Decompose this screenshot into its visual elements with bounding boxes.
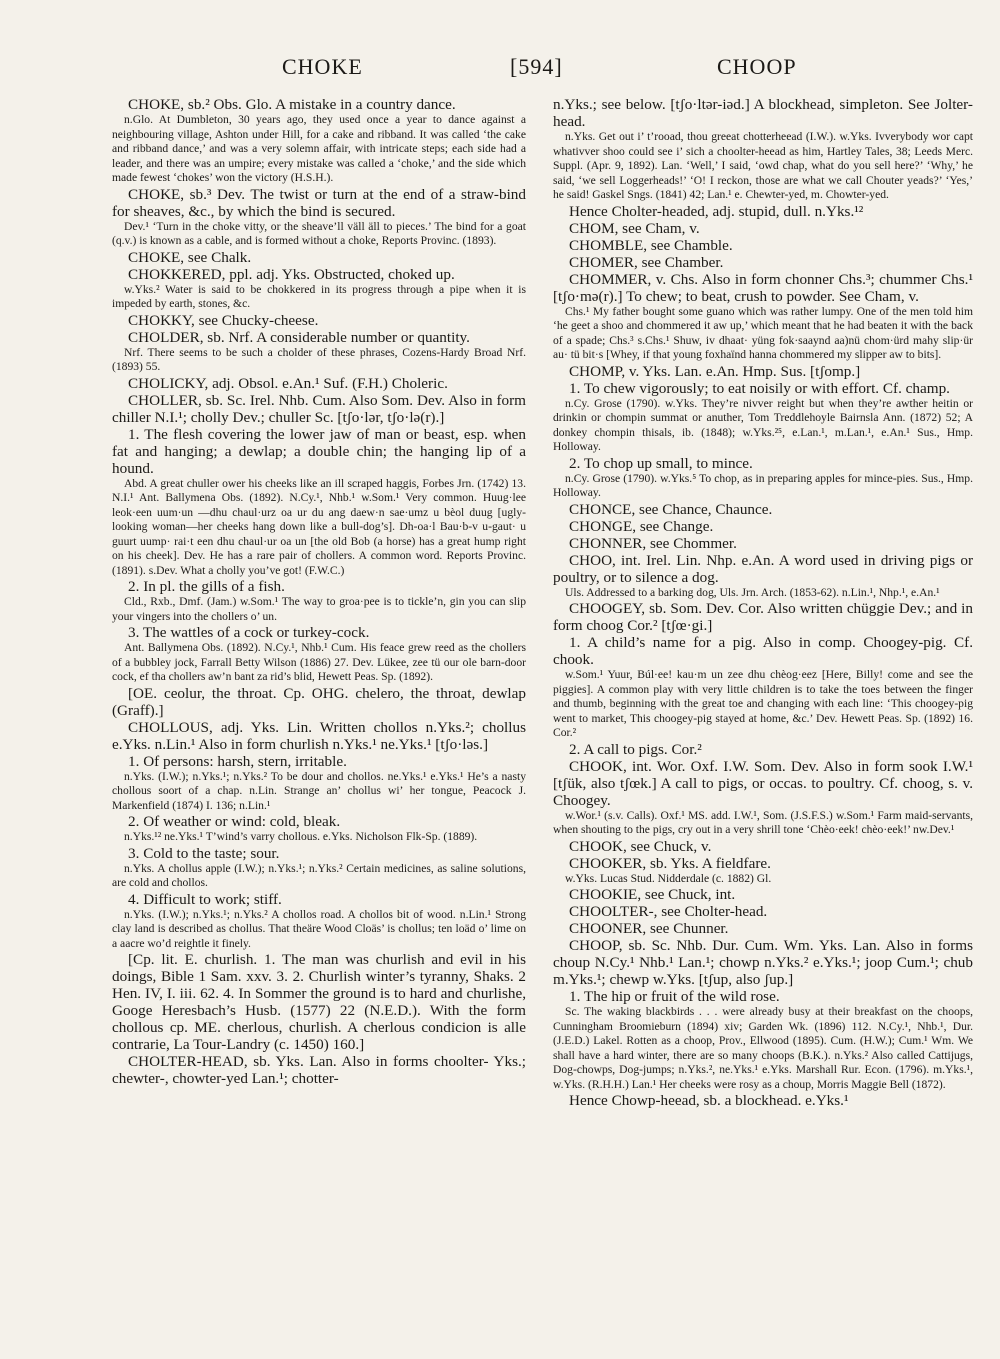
entry-paragraph: CHOOKIE, see Chuck, int.: [569, 886, 736, 903]
entry-paragraph: 1. The flesh covering the lower jaw of man or beast, esp. when fat and hanging; a dewlap; a double chin; the hanging lip of a hound.: [112, 425, 526, 477]
citation-paragraph: Nrf. There seems to be such a cholder of these phrases, Cozens-Hardy Broad Nrf. (1893) 55.: [112, 345, 526, 373]
citation-paragraph: Cld., Rxb., Dmf. (Jam.) w.Som.¹ The way to groa·pee is to tickle’n, gin you can slip your vingers into the chollers o’ un.: [112, 595, 526, 623]
entry-paragraph: CHOLLER, sb. Sc. Irel. Nhb. Cum. Also Som. Dev. Also in form chiller N.I.¹; cholly Dev.; chuller Sc. [tʃo·lər, tʃo·lə(r).]: [112, 391, 526, 426]
citation-paragraph: Ant. Ballymena Obs. (1892). N.Cy.¹, Nhb.¹ Cum. His feace grew reed as the chollers of a bubbley jock, Farrall Betty Wilson (1886) 27. Dev. Lükee, zee tü our ole barn-door cock, ef tha chollers aw’n bant za rid’s blid, Hewett Peas. Sp. (1892).: [112, 641, 526, 683]
entry-paragraph: CHOMMER, v. Chs. Also in form chonner Chs.³; chummer Chs.¹ [tʃo·mə(r).] To chew; to beat, crush to powder. See Cham, v.: [553, 270, 973, 305]
citation-paragraph: Sc. The waking blackbirds . . . were already busy at their breakfast on the choops, Cunningham Broomieburn (1894) xiv; Garden Wk. (1896) 112. N.Cy.¹, Nhb.¹, Dur. (J.E.D.) Lakel. Rotten as a choop, Prov., Ellwood (1895). Cum. (H.W.); Cum.¹ Wm. We shall have a hard winter, there are so many choops (B.K.). n.Yks.² Also called Cattijugs, Dog-chowps, Dog-jumps; n.Yks.², ne.Yks.¹ e.Yks. Marshall Rur. Econ. (1796). m.Yks.¹, w.Yks. (R.H.H.) Lan.¹ Her cheeks were rosy as a choup, Morris Maggie Bell (1872).: [553, 1005, 973, 1091]
entry-paragraph: CHOKKERED, ppl. adj. Yks. Obstructed, choked up.: [128, 265, 455, 283]
citation-paragraph: w.Som.¹ Yuur, Búl·ee! kau·m un zee dhu chèog·eez [Here, Billy! come and see the piggies]. A common play with very little children is to take the toes between the finger and thumb, beginning with the great toe and changing with each line: ‘This choogey-pig went to market, This choogey-pig stayed at home, &c.’ Dev. Hewett Peas. Sp. (1892) 16. Cor.²: [553, 668, 973, 739]
citation-paragraph: n.Cy. Grose (1790). w.Yks. They’re nivver reight but when they’re awther heitin or drinkin or chompin summat or anuther, Tom Treddlehoyle Bairnsla Ann. (1872) 52; A donkey chompin thisals, ib. (1848); w.Yks.²⁵, e.Lan.¹, m.Lan.¹, e.An.¹ Sus., Hmp. Holloway.: [553, 396, 973, 453]
entry-paragraph: 4. Difficult to work; stiff.: [128, 890, 282, 908]
entry-paragraph: 2. Of weather or wind: cold, bleak.: [128, 813, 341, 830]
page-number: [594]: [510, 54, 563, 79]
entry-paragraph: [OE. ceolur, the throat. Cp. OHG. chelero, the throat, dewlap (Graff).]: [112, 684, 526, 719]
entry-paragraph: CHONGE, see Change.: [569, 517, 714, 535]
citation-paragraph: Dev.¹ ‘Turn in the choke vitty, or the sheave’ll väll äll to pieces.’ The bind for a goat (q.v.) is known as a cable, and is formed without a choke, Reports Provinc. (1893).: [112, 219, 526, 247]
entry-paragraph: Hence Cholter-headed, adj. stupid, dull. n.Yks.¹²: [569, 202, 864, 220]
entry-paragraph: CHOLDER, sb. Nrf. A considerable number or quantity.: [128, 328, 470, 346]
entry-paragraph: CHOMER, see Chamber.: [569, 253, 724, 271]
citation-paragraph: n.Yks. Get out i’ t’rooad, thou greeat chotterheead (I.W.). w.Yks. Ivverybody wor capt whativver shoo could see i’ sich a choolter-heead as him, Hartley Tales, 38; Leeds Merc. Suppl. (Apr. 9, 1892). Lan. ‘Well,’ I said, ‘owd chap, what do you sell here?’ ‘Why,’ he said, ‘we sell Loggerheads!’ ‘O! I reckon, those are what we call Chouter yeads?’ ‘Yes,’ he said! Gaskel Sngs. (1841) 42; Lan.¹ e. Chewter-yed, m. Chowter-yed.: [553, 130, 973, 201]
right-column: [553, 96, 973, 1306]
entry-paragraph: 1. The hip or fruit of the wild rose.: [569, 988, 780, 1005]
citation-paragraph: Chs.¹ My father bought some guano which was rather lumpy. One of the men told him ‘he geet a shoo and chommered it aw up,’ which meant that he had beaten it with the back of a spade; Chs.³ s.Chs.¹ Shuw, iv dhaat· yüng fok·saaynd aa)nü chom·ürd mahy slip·ür au· tü bit·s [Whey, if that young foxhaïnd hanna chommered my slipper aw to bits].: [553, 304, 973, 361]
entry-paragraph: CHOMBLE, see Chamble.: [569, 236, 733, 254]
running-head-right: CHOOP: [717, 54, 797, 79]
entry-paragraph: CHOKKY, see Chucky-cheese.: [128, 311, 319, 329]
left-column: [112, 96, 526, 1306]
entry-paragraph: CHOOK, int. Wor. Oxf. I.W. Som. Dev. Also in form sook I.W.¹ [tʃük, also tʃœk.] A call to pigs, or occas. to poultry. Cf. choog, s. v. Choogey.: [553, 757, 973, 809]
running-head-left: CHOKE: [282, 54, 363, 79]
entry-paragraph: [Cp. lit. E. churlish. 1. The man was churlish and evil in his doings, Bible 1 Sam. xxv. 3. 2. Churlish winter’s tyranny, Shaks. 2 Hen. IV, I. iii. 62. 4. In Sommer the ground is to hard and churlishe, Googe Heresbach’s Husb. (1577) 22 (N.E.D.). With the form chollous cp. ME. cherlous, churlish. A cherlous condicion is alle contrarie, La Tour-Landry (c. 1450) 160.]: [112, 951, 526, 1053]
entry-paragraph: CHOOLTER-, see Cholter-head.: [569, 903, 768, 920]
entry-paragraph: 2. In pl. the gills of a fish.: [128, 578, 285, 595]
entry-paragraph: CHOKE, sb.³ Dev. The twist or turn at the end of a straw-bind for sheaves, &c., by which the bind is secured.: [112, 185, 526, 220]
entry-paragraph: CHOO, int. Irel. Lin. Nhp. e.An. A word used in driving pigs or poultry, or to silence a dog.: [553, 551, 973, 586]
entry-paragraph: Hence Chowp-heead, sb. a blockhead. e.Yks.¹: [569, 1092, 849, 1109]
entry-paragraph: CHOLICKY, adj. Obsol. e.An.¹ Suf. (F.H.) Choleric.: [128, 374, 448, 392]
entry-paragraph: 1. To chew vigorously; to eat noisily or with effort. Cf. champ.: [569, 379, 950, 397]
citation-paragraph: n.Yks. (I.W.); n.Yks.¹; n.Yks.² To be dour and chollos. ne.Yks.¹ e.Yks.¹ He’s a nasty chollous soort of a chap. n.Lin. Strange an’ chollus wi’ her tongue, Peacock J. Markenfield (1874) I. 136; n.Lin.¹: [112, 769, 526, 812]
citation-paragraph: n.Glo. At Dumbleton, 30 years ago, they used once a year to dance against a neighbouring village, Ashton under Hill, for a cake and ribband. It was called ‘the cake and ribband dance,’ and was a very solemn affair, with intricate steps; each side had a leader, and there was an umpire; every mistake was called a ‘choke,’ and the side which made fewest ‘chokes’ won the victory (H.S.H.).: [112, 113, 526, 184]
entry-paragraph: 3. Cold to the taste; sour.: [128, 844, 280, 862]
citation-paragraph: Uls. Addressed to a barking dog, Uls. Jrn. Arch. (1853-62). n.Lin.¹, Nhp.¹, e.An.¹: [565, 585, 940, 599]
citation-paragraph: n.Yks.¹² ne.Yks.¹ T’wind’s varry chollous. e.Yks. Nicholson Flk-Sp. (1889).: [124, 830, 478, 843]
entry-paragraph: CHONNER, see Chommer.: [569, 534, 737, 552]
entry-paragraph: 3. The wattles of a cock or turkey-cock.: [128, 624, 370, 641]
citation-paragraph: w.Yks. Lucas Stud. Nidderdale (c. 1882) Gl.: [565, 871, 772, 885]
entry-paragraph: CHOLLOUS, adj. Yks. Lin. Written chollos n.Yks.²; chollus e.Yks. n.Lin.¹ Also in form churlish n.Yks.¹ ne.Yks.¹ [tʃo·ləs.]: [112, 718, 526, 753]
entry-paragraph: 2. A call to pigs. Cor.²: [569, 740, 702, 758]
entry-paragraph: CHOOP, sb. Sc. Nhb. Dur. Cum. Wm. Yks. Lan. Also in forms choup N.Cy.¹ Nhb.¹ Lan.¹; chowp n.Yks.² e.Yks.¹; joop Cum.¹; chub m.Yks.¹; chewp w.Yks. [tʃup, also ʃup.]: [553, 937, 973, 988]
entry-paragraph: CHOOK, see Chuck, v.: [569, 837, 712, 855]
citation-paragraph: Abd. A great chuller ower his cheeks like an ill scraped haggis, Forbes Jrn. (1742) 13. N.I.¹ Ant. Ballymena Obs. (1892). N.Cy.¹, Nhb.¹ w.Som.¹ Very common. Huug·lee leok·een uum·un —dhu chaul·urz oa ur du ang daew·n sae·umz u bèol duug [ugly-looking woman—her cheeks hang down like a bull-dog’s]. Dh-oa·l Bau·b-v u-gaut· u guurt uump· rai·t een dhu chaul·ur oa un [the old Bob (a horse) has a great hump right on his cheek]. Dev. He has a rare pair of chollers. A common word. Reports Provinc. (1891). s.Dev. What a cholly you’ve got! (F.W.C.): [112, 476, 526, 577]
entry-paragraph: CHOOKER, sb. Yks. A fieldfare.: [569, 854, 771, 872]
entry-paragraph: 1. A child’s name for a pig. Also in comp. Choogey-pig. Cf. chook.: [553, 634, 973, 668]
citation-paragraph: w.Yks.² Water is said to be chokkered in its progress through a pipe when it is impeded by earth, stones, &c.: [112, 282, 526, 310]
citation-paragraph: n.Cy. Grose (1790). w.Yks.⁵ To chop, as in preparing apples for mince-pies. Sus., Hmp. Holloway.: [553, 471, 973, 499]
entry-paragraph: CHOKE, see Chalk.: [128, 248, 252, 266]
citation-paragraph: w.Wor.¹ (s.v. Calls). Oxf.¹ MS. add. I.W.¹, Som. (J.S.F.S.) w.Som.¹ Farm maid-servants, when shouting to the pigs, cry out in a very shrill tone ‘Chèo·eek! chèo·eek!’ nw.Dev.¹: [553, 808, 973, 836]
entry-paragraph: CHONCE, see Chance, Chaunce.: [569, 500, 773, 518]
entry-paragraph: 2. To chop up small, to mince.: [569, 454, 753, 472]
entry-paragraph: CHOMP, v. Yks. Lan. e.An. Hmp. Sus. [tʃomp.]: [569, 362, 861, 380]
entry-paragraph: CHOONER, see Chunner.: [569, 920, 729, 937]
entry-paragraph: n.Yks.; see below. [tʃo·ltər-iəd.] A blockhead, simpleton. See Jolter-head.: [553, 96, 973, 130]
entry-paragraph: CHOKE, sb.² Obs. Glo. A mistake in a country dance.: [128, 96, 456, 113]
entry-paragraph: CHOM, see Cham, v.: [569, 219, 700, 237]
citation-paragraph: n.Yks. A chollus apple (I.W.); n.Yks.¹; n.Yks.² Certain medicines, as saline solutions, are cold and chollos.: [112, 861, 526, 889]
entry-paragraph: CHOLTER-HEAD, sb. Yks. Lan. Also in forms choolter- Yks.; chewter-, chowter-yed Lan.¹; chotter-: [112, 1053, 526, 1087]
entry-paragraph: CHOOGEY, sb. Som. Dev. Cor. Also written chüggie Dev.; and in form choog Cor.² [tʃœ·gi.]: [553, 600, 973, 634]
entry-paragraph: 1. Of persons: harsh, stern, irritable.: [128, 752, 347, 770]
citation-paragraph: n.Yks. (I.W.); n.Yks.¹; n.Yks.² A chollos road. A chollos bit of wood. n.Lin.¹ Strong clay land is described as chollus. That theäre Wood Cloäs’ is chollus; ten loäd o’ lime on a aacre wo’d reightle it finely.: [112, 907, 526, 950]
running-head: [0, 52, 1000, 86]
